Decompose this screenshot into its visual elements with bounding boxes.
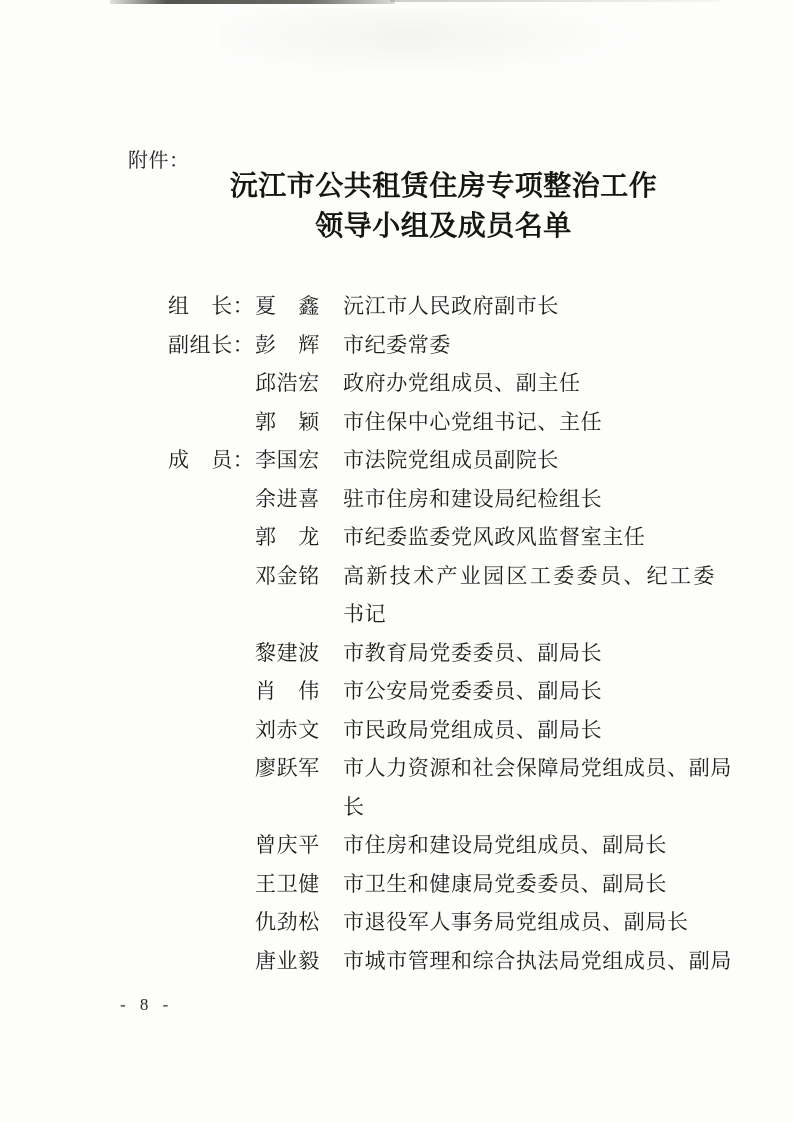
roster-desc-line: 市 人 力 资 源 和 社 会 保 障 局 党 组 成 员 、 副 局 — [343, 756, 732, 780]
roster-member-desc — [343, 518, 715, 557]
roster-row — [168, 441, 715, 480]
scan-artifact-smudge — [220, 8, 640, 78]
roster-member-desc — [343, 749, 732, 826]
roster-member-desc — [343, 287, 715, 326]
roster-member-name: 李国宏 — [255, 448, 320, 472]
roster-role-label: 副组长： — [168, 332, 255, 357]
roster-member-desc — [343, 403, 715, 442]
roster-row — [168, 942, 732, 981]
roster-member-desc — [343, 557, 715, 634]
roster-row — [168, 287, 715, 326]
roster-member-desc — [343, 711, 715, 750]
roster-row — [168, 518, 715, 557]
roster-desc-line: 市 城 市 管 理 和 综 合 执 法 局 党 组 成 员 、 副 局 — [343, 948, 732, 973]
roster-member-name: 唐业毅 — [255, 948, 320, 973]
roster-desc-line: 政府办党组成员、副主任 — [343, 371, 581, 395]
roster-desc-line: 市民政局党组成员、副局长 — [343, 717, 603, 742]
roster-list — [168, 287, 732, 980]
roster-role-label: 成 员： — [168, 448, 255, 472]
roster-member-desc — [343, 441, 715, 480]
roster-desc-line: 市法院党组成员副院长 — [343, 448, 559, 472]
roster-desc-line: 高 新 技 术 产 业 园 区 工 委 委 员 、 纪 工 委 — [343, 563, 715, 588]
roster-member-desc — [343, 826, 715, 865]
roster-member-name: 黎建波 — [255, 640, 320, 665]
roster-desc-line: 市纪委常委 — [343, 332, 451, 357]
roster-row — [168, 480, 715, 519]
roster-row — [168, 749, 732, 826]
scan-artifact-streak — [110, 0, 395, 4]
roster-member-name: 曾庆平 — [255, 833, 320, 857]
document-title-line2: 领导小组及成员名单 — [315, 210, 572, 241]
roster-row — [168, 672, 715, 711]
roster-row — [168, 403, 715, 442]
roster-desc-line: 市住保中心党组书记、主任 — [343, 409, 603, 434]
scan-artifact-streak-light — [390, 0, 720, 2]
roster-member-name: 刘赤文 — [255, 717, 320, 742]
document-title — [94, 166, 793, 246]
roster-member-desc — [343, 672, 715, 711]
roster-row — [168, 326, 715, 365]
roster-member-desc — [343, 326, 715, 365]
roster-member-desc — [343, 942, 732, 981]
roster-member-name: 邓金铭 — [255, 563, 320, 588]
roster-desc-line: 沅江市人民政府副市长 — [343, 294, 559, 318]
roster-member-name: 廖跃军 — [255, 756, 320, 780]
roster-member-name: 彭 辉 — [255, 332, 320, 357]
document-title-line1: 沅江市公共租赁住房专项整治工作 — [229, 170, 658, 201]
roster-member-name: 肖 伟 — [255, 679, 320, 703]
roster-member-name: 郭 颖 — [255, 409, 320, 434]
roster-desc-line: 书记 — [343, 602, 387, 626]
page-number: - 8 - — [120, 995, 174, 1014]
roster-row — [168, 903, 715, 942]
roster-desc-line: 市纪委监委党风政风监督室主任 — [343, 525, 646, 549]
roster-row — [168, 826, 715, 865]
roster-member-desc — [343, 903, 715, 942]
roster-desc-line: 市住房和建设局党组成员、副局长 — [343, 833, 667, 857]
roster-member-name: 邱浩宏 — [255, 371, 320, 395]
roster-desc-line: 驻市住房和建设局纪检组长 — [343, 486, 603, 511]
roster-row — [168, 557, 715, 634]
roster-row — [168, 364, 715, 403]
roster-member-desc — [343, 480, 715, 519]
roster-row — [168, 865, 715, 904]
roster-desc-line: 市公安局党委委员、副局长 — [343, 679, 603, 703]
roster-member-name: 王卫健 — [255, 871, 320, 896]
roster-member-name: 郭 龙 — [255, 525, 320, 549]
roster-desc-line: 市卫生和健康局党委委员、副局长 — [343, 871, 667, 896]
roster-member-desc — [343, 634, 715, 673]
roster-member-name: 余进喜 — [255, 486, 320, 511]
roster-row — [168, 711, 715, 750]
roster-member-name: 夏 鑫 — [255, 294, 320, 318]
attachment-label: 附件： — [128, 150, 190, 172]
roster-role-label: 组 长： — [168, 294, 255, 318]
roster-desc-line: 市退役军人事务局党组成员、副局长 — [343, 910, 689, 934]
roster-desc-line: 长 — [343, 794, 365, 819]
roster-row — [168, 634, 715, 673]
roster-member-name: 仇劲松 — [255, 910, 320, 934]
roster-desc-line: 市教育局党委委员、副局长 — [343, 640, 603, 665]
roster-member-desc — [343, 364, 715, 403]
roster-member-desc — [343, 865, 715, 904]
